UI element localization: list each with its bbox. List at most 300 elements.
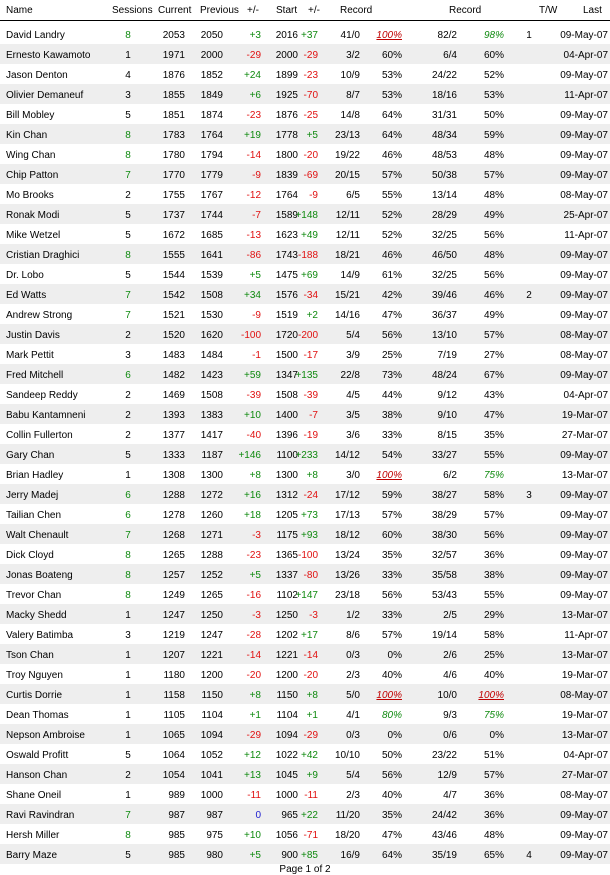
overall-record: 35/19 [431, 850, 457, 861]
change-from-previous: +12 [244, 750, 261, 761]
sessions-count: 7 [125, 290, 131, 301]
change-from-previous: +5 [249, 270, 261, 281]
last-played-date: 09-May-07 [560, 110, 608, 121]
table-row [0, 564, 610, 584]
start-rating: 1150 [276, 690, 298, 701]
sessions-count: 5 [125, 230, 131, 241]
current-rating: 2053 [162, 30, 185, 41]
sessions-count: 1 [125, 470, 131, 481]
player-name: Ernesto Kawamoto [6, 50, 91, 61]
previous-rating: 1423 [200, 370, 223, 381]
start-rating: 2000 [275, 50, 298, 61]
overall-win-percentage: 67% [483, 370, 504, 381]
session-record: 14/8 [340, 110, 360, 121]
last-played-date: 09-May-07 [560, 30, 608, 41]
previous-rating: 1849 [200, 90, 223, 101]
session-record: 22/8 [340, 370, 360, 381]
previous-rating: 1767 [200, 190, 223, 201]
change-from-previous: -86 [246, 250, 261, 261]
session-win-percentage: 56% [381, 590, 402, 601]
page-footer: Page 1 of 2 [279, 864, 331, 875]
start-rating: 1508 [275, 390, 298, 401]
session-record: 0/3 [346, 730, 360, 741]
last-played-date: 09-May-07 [560, 290, 608, 301]
table-row [0, 304, 610, 324]
last-played-date: 09-May-07 [560, 270, 608, 281]
player-name: Macky Shedd [6, 610, 67, 621]
change-from-previous: +8 [249, 690, 261, 701]
previous-rating: 1247 [200, 630, 223, 641]
overall-record: 43/46 [431, 830, 457, 841]
overall-record: 35/58 [431, 570, 457, 581]
session-record: 16/9 [340, 850, 360, 861]
previous-rating: 975 [206, 830, 223, 841]
player-name: Jonas Boateng [6, 570, 73, 581]
current-rating: 1065 [162, 730, 185, 741]
player-name: Tailian Chen [6, 510, 62, 521]
overall-win-percentage: 57% [483, 330, 504, 341]
player-name: Dean Thomas [6, 710, 69, 721]
start-rating: 1200 [275, 670, 298, 681]
sessions-count: 1 [125, 730, 131, 741]
previous-rating: 2050 [200, 30, 223, 41]
last-played-date: 09-May-07 [560, 590, 608, 601]
player-name: David Landry [6, 30, 65, 41]
start-rating: 1250 [275, 610, 298, 621]
last-played-date: 11-Apr-07 [564, 90, 608, 101]
table-row [0, 584, 610, 604]
overall-win-percentage: 48% [483, 190, 504, 201]
current-rating: 987 [168, 810, 185, 821]
change-from-previous: -20 [246, 670, 261, 681]
sessions-count: 6 [125, 370, 131, 381]
table-header [0, 0, 610, 21]
table-row [0, 484, 610, 504]
header-change-start: +/- [308, 5, 320, 16]
current-rating: 1783 [162, 130, 185, 141]
current-rating: 1158 [163, 690, 185, 701]
header-previous: Previous [200, 5, 239, 16]
change-from-start: +73 [301, 510, 318, 521]
sessions-count: 8 [125, 250, 131, 261]
overall-win-percentage: 65% [483, 850, 504, 861]
current-rating: 989 [168, 790, 185, 801]
change-from-previous: -1 [252, 350, 261, 361]
start-rating: 1400 [275, 410, 298, 421]
previous-rating: 1094 [200, 730, 223, 741]
session-record: 12/11 [335, 210, 360, 221]
change-from-start: -29 [303, 730, 318, 741]
sessions-count: 7 [125, 810, 131, 821]
change-from-start: +148 [295, 210, 318, 221]
player-name: Wing Chan [6, 150, 56, 161]
session-record: 5/0 [346, 690, 360, 701]
change-from-previous: -28 [246, 630, 261, 641]
session-win-percentage: 44% [381, 390, 402, 401]
current-rating: 1393 [162, 410, 185, 421]
previous-rating: 1794 [200, 150, 223, 161]
start-rating: 1337 [275, 570, 298, 581]
current-rating: 1971 [162, 50, 185, 61]
change-from-start: -70 [303, 90, 318, 101]
last-played-date: 09-May-07 [560, 370, 608, 381]
session-win-percentage: 100% [376, 690, 402, 701]
overall-win-percentage: 55% [483, 590, 504, 601]
session-win-percentage: 52% [381, 210, 402, 221]
player-name: Chip Patton [6, 170, 59, 181]
last-played-date: 11-Apr-07 [564, 630, 608, 641]
table-row [0, 144, 610, 164]
player-name: Jason Denton [6, 70, 68, 81]
previous-rating: 1641 [200, 250, 223, 261]
player-name: Brian Hadley [6, 470, 64, 481]
change-from-previous: -23 [246, 110, 261, 121]
session-record: 3/6 [346, 430, 360, 441]
last-played-date: 08-May-07 [560, 190, 608, 201]
header-name: Name [6, 5, 33, 16]
player-name: Ronak Modi [6, 210, 60, 221]
session-record: 17/13 [334, 510, 360, 521]
last-played-date: 09-May-07 [560, 490, 608, 501]
previous-rating: 1530 [200, 310, 223, 321]
change-from-start: -39 [303, 390, 318, 401]
header-start: Start [276, 5, 298, 16]
overall-record: 33/27 [431, 450, 457, 461]
player-name: Trevor Chan [6, 590, 62, 601]
sessions-count: 1 [125, 50, 131, 61]
sessions-count: 1 [125, 690, 131, 701]
current-rating: 1780 [162, 150, 185, 161]
session-win-percentage: 56% [381, 770, 402, 781]
change-from-previous: -3 [252, 530, 261, 541]
session-record: 12/11 [335, 230, 360, 241]
start-rating: 1205 [275, 510, 298, 521]
player-name: Sandeep Reddy [6, 390, 78, 401]
header-tw: T/W [539, 5, 558, 16]
table-row [0, 544, 610, 564]
start-rating: 1221 [275, 650, 298, 661]
overall-win-percentage: 60% [483, 50, 504, 61]
previous-rating: 1000 [200, 790, 223, 801]
overall-record: 18/16 [431, 90, 457, 101]
session-win-percentage: 38% [381, 410, 402, 421]
start-rating: 1778 [275, 130, 298, 141]
change-from-previous: +3 [249, 30, 261, 41]
last-played-date: 08-May-07 [560, 350, 608, 361]
overall-win-percentage: 75% [483, 470, 504, 481]
last-played-date: 25-Apr-07 [563, 210, 608, 221]
start-rating: 1102 [276, 590, 298, 601]
change-from-previous: -12 [246, 190, 261, 201]
table-row [0, 604, 610, 624]
session-record: 2/3 [346, 670, 360, 681]
player-name: Andrew Strong [6, 310, 73, 321]
sessions-count: 7 [125, 170, 131, 181]
session-record: 14/16 [334, 310, 360, 321]
previous-rating: 980 [206, 850, 223, 861]
table-row [0, 504, 610, 524]
sessions-count: 5 [125, 210, 131, 221]
last-played-date: 19-Mar-07 [561, 670, 608, 681]
change-from-start: +5 [306, 130, 318, 141]
sessions-count: 2 [125, 430, 131, 441]
change-from-start: +135 [295, 370, 318, 381]
previous-rating: 1685 [200, 230, 223, 241]
session-record: 23/18 [334, 590, 360, 601]
player-name: Curtis Dorrie [6, 690, 63, 701]
session-record: 41/0 [340, 30, 360, 41]
change-from-start: -69 [303, 170, 318, 181]
table-row [0, 264, 610, 284]
previous-rating: 1779 [200, 170, 223, 181]
change-from-previous: 0 [255, 810, 261, 821]
last-played-date: 09-May-07 [560, 850, 608, 861]
overall-record: 48/24 [431, 370, 457, 381]
sessions-count: 5 [125, 850, 131, 861]
table-row [0, 244, 610, 264]
overall-record: 36/37 [431, 310, 457, 321]
last-played-date: 27-Mar-07 [561, 430, 608, 441]
change-from-previous: -100 [240, 330, 261, 341]
sessions-count: 8 [125, 550, 131, 561]
overall-record: 9/3 [443, 710, 457, 721]
change-from-previous: -7 [252, 210, 261, 221]
last-played-date: 09-May-07 [560, 130, 608, 141]
sessions-count: 3 [125, 350, 131, 361]
change-from-start: +22 [301, 810, 318, 821]
change-from-start: +37 [301, 30, 318, 41]
previous-rating: 1250 [200, 610, 223, 621]
player-name: Troy Nguyen [6, 670, 63, 681]
change-from-previous: +10 [244, 410, 261, 421]
player-name: Valery Batimba [6, 630, 74, 641]
session-record: 17/12 [334, 490, 360, 501]
previous-rating: 1187 [201, 450, 223, 461]
player-name: Olivier Demaneuf [6, 90, 84, 101]
overall-win-percentage: 52% [483, 70, 504, 81]
change-from-previous: -23 [246, 550, 261, 561]
session-win-percentage: 33% [381, 570, 402, 581]
current-rating: 1249 [162, 590, 185, 601]
current-rating: 1542 [162, 290, 185, 301]
current-rating: 1288 [162, 490, 185, 501]
table-row [0, 784, 610, 804]
overall-win-percentage: 56% [483, 230, 504, 241]
session-win-percentage: 40% [381, 790, 402, 801]
overall-win-percentage: 98% [483, 30, 504, 41]
overall-win-percentage: 56% [483, 270, 504, 281]
session-win-percentage: 57% [381, 170, 402, 181]
change-from-previous: -40 [246, 430, 261, 441]
overall-win-percentage: 51% [483, 750, 504, 761]
change-from-start: +8 [306, 690, 318, 701]
overall-win-percentage: 57% [483, 170, 504, 181]
session-win-percentage: 73% [381, 370, 402, 381]
change-from-previous: +13 [244, 770, 261, 781]
last-played-date: 19-Mar-07 [561, 410, 608, 421]
sessions-count: 2 [125, 390, 131, 401]
player-name: Ravi Ravindran [6, 810, 75, 821]
current-rating: 1469 [162, 390, 185, 401]
overall-record: 31/31 [431, 110, 457, 121]
session-win-percentage: 25% [381, 350, 402, 361]
player-name: Barry Maze [6, 850, 58, 861]
previous-rating: 1041 [200, 770, 223, 781]
previous-rating: 1265 [200, 590, 223, 601]
start-rating: 965 [281, 810, 298, 821]
overall-win-percentage: 36% [483, 810, 504, 821]
change-from-start: +93 [301, 530, 318, 541]
current-rating: 1876 [162, 70, 185, 81]
session-win-percentage: 59% [381, 490, 402, 501]
session-record: 15/21 [334, 290, 360, 301]
start-rating: 1743 [275, 250, 298, 261]
session-win-percentage: 42% [381, 290, 402, 301]
start-rating: 1300 [275, 470, 298, 481]
current-rating: 1851 [162, 110, 185, 121]
table-row [0, 24, 610, 44]
table-row [0, 204, 610, 224]
session-record: 2/3 [346, 790, 360, 801]
overall-win-percentage: 55% [483, 450, 504, 461]
previous-rating: 1417 [200, 430, 223, 441]
tournament-wins: 4 [526, 850, 532, 861]
table-row [0, 104, 610, 124]
previous-rating: 1200 [200, 670, 223, 681]
overall-win-percentage: 57% [483, 510, 504, 521]
sessions-count: 7 [125, 310, 131, 321]
table-row [0, 464, 610, 484]
change-from-previous: +8 [249, 470, 261, 481]
overall-win-percentage: 59% [483, 130, 504, 141]
table-row [0, 344, 610, 364]
session-win-percentage: 64% [381, 110, 402, 121]
current-rating: 1257 [162, 570, 185, 581]
overall-win-percentage: 29% [483, 610, 504, 621]
player-name: Dr. Lobo [6, 270, 44, 281]
current-rating: 1521 [162, 310, 185, 321]
session-record: 5/4 [346, 770, 360, 781]
session-win-percentage: 64% [381, 850, 402, 861]
change-from-start: -3 [309, 610, 318, 621]
overall-record: 82/2 [437, 30, 457, 41]
session-record: 3/9 [346, 350, 360, 361]
start-rating: 1764 [275, 190, 298, 201]
overall-win-percentage: 48% [483, 250, 504, 261]
change-from-start: -34 [303, 290, 318, 301]
last-played-date: 09-May-07 [560, 570, 608, 581]
header-record-1: Record [340, 5, 373, 16]
session-record: 18/21 [334, 250, 360, 261]
overall-record: 6/4 [443, 50, 457, 61]
overall-win-percentage: 50% [483, 110, 504, 121]
overall-win-percentage: 53% [483, 90, 504, 101]
change-from-start: -17 [303, 350, 318, 361]
player-name: Mike Wetzel [6, 230, 61, 241]
previous-rating: 1104 [201, 710, 223, 721]
overall-record: 38/29 [431, 510, 457, 521]
sessions-count: 2 [125, 190, 131, 201]
last-played-date: 04-Apr-07 [563, 390, 608, 401]
session-record: 1/2 [346, 610, 360, 621]
change-from-previous: +5 [249, 850, 261, 861]
start-rating: 1475 [275, 270, 298, 281]
session-win-percentage: 53% [381, 90, 402, 101]
table-row [0, 284, 610, 304]
current-rating: 1855 [162, 90, 185, 101]
change-from-start: -25 [303, 110, 318, 121]
start-rating: 1589 [275, 210, 298, 221]
session-win-percentage: 0% [387, 650, 402, 661]
session-win-percentage: 35% [381, 810, 402, 821]
overall-record: 13/14 [431, 190, 457, 201]
table-row [0, 44, 610, 64]
previous-rating: 1764 [200, 130, 223, 141]
overall-record: 53/43 [431, 590, 457, 601]
overall-win-percentage: 38% [483, 570, 504, 581]
overall-win-percentage: 40% [483, 670, 504, 681]
last-played-date: 13-Mar-07 [561, 650, 608, 661]
table-row [0, 624, 610, 644]
previous-rating: 1852 [200, 70, 223, 81]
overall-win-percentage: 43% [483, 390, 504, 401]
table-row [0, 804, 610, 824]
session-record: 19/22 [334, 150, 360, 161]
table-row [0, 824, 610, 844]
sessions-count: 8 [125, 590, 131, 601]
session-win-percentage: 52% [381, 230, 402, 241]
start-rating: 1045 [275, 770, 298, 781]
change-from-start: +49 [301, 230, 318, 241]
overall-record: 38/30 [431, 530, 457, 541]
overall-win-percentage: 36% [483, 790, 504, 801]
overall-record: 48/34 [431, 130, 457, 141]
start-rating: 1022 [275, 750, 298, 761]
sessions-count: 8 [125, 830, 131, 841]
header-sessions: Sessions [112, 5, 153, 16]
sessions-count: 8 [125, 150, 131, 161]
sessions-count: 2 [125, 410, 131, 421]
session-win-percentage: 40% [381, 670, 402, 681]
current-rating: 1555 [162, 250, 185, 261]
table-row [0, 224, 610, 244]
session-record: 6/5 [346, 190, 360, 201]
change-from-previous: +5 [249, 570, 261, 581]
overall-win-percentage: 48% [483, 830, 504, 841]
tournament-wins: 2 [526, 290, 532, 301]
change-from-previous: +10 [244, 830, 261, 841]
overall-win-percentage: 48% [483, 150, 504, 161]
last-played-date: 09-May-07 [560, 450, 608, 461]
previous-rating: 2000 [200, 50, 223, 61]
overall-win-percentage: 47% [483, 410, 504, 421]
session-record: 10/9 [340, 70, 360, 81]
change-from-start: -20 [303, 670, 318, 681]
start-rating: 1800 [275, 150, 298, 161]
overall-record: 32/57 [431, 550, 457, 561]
current-rating: 1219 [162, 630, 185, 641]
change-from-start: +42 [301, 750, 318, 761]
session-win-percentage: 80% [381, 710, 402, 721]
session-win-percentage: 50% [381, 750, 402, 761]
overall-win-percentage: 35% [483, 430, 504, 441]
last-played-date: 08-May-07 [560, 330, 608, 341]
current-rating: 1054 [162, 770, 185, 781]
sessions-count: 1 [125, 790, 131, 801]
overall-record: 6/2 [443, 470, 457, 481]
session-record: 18/12 [334, 530, 360, 541]
session-record: 3/0 [346, 470, 360, 481]
